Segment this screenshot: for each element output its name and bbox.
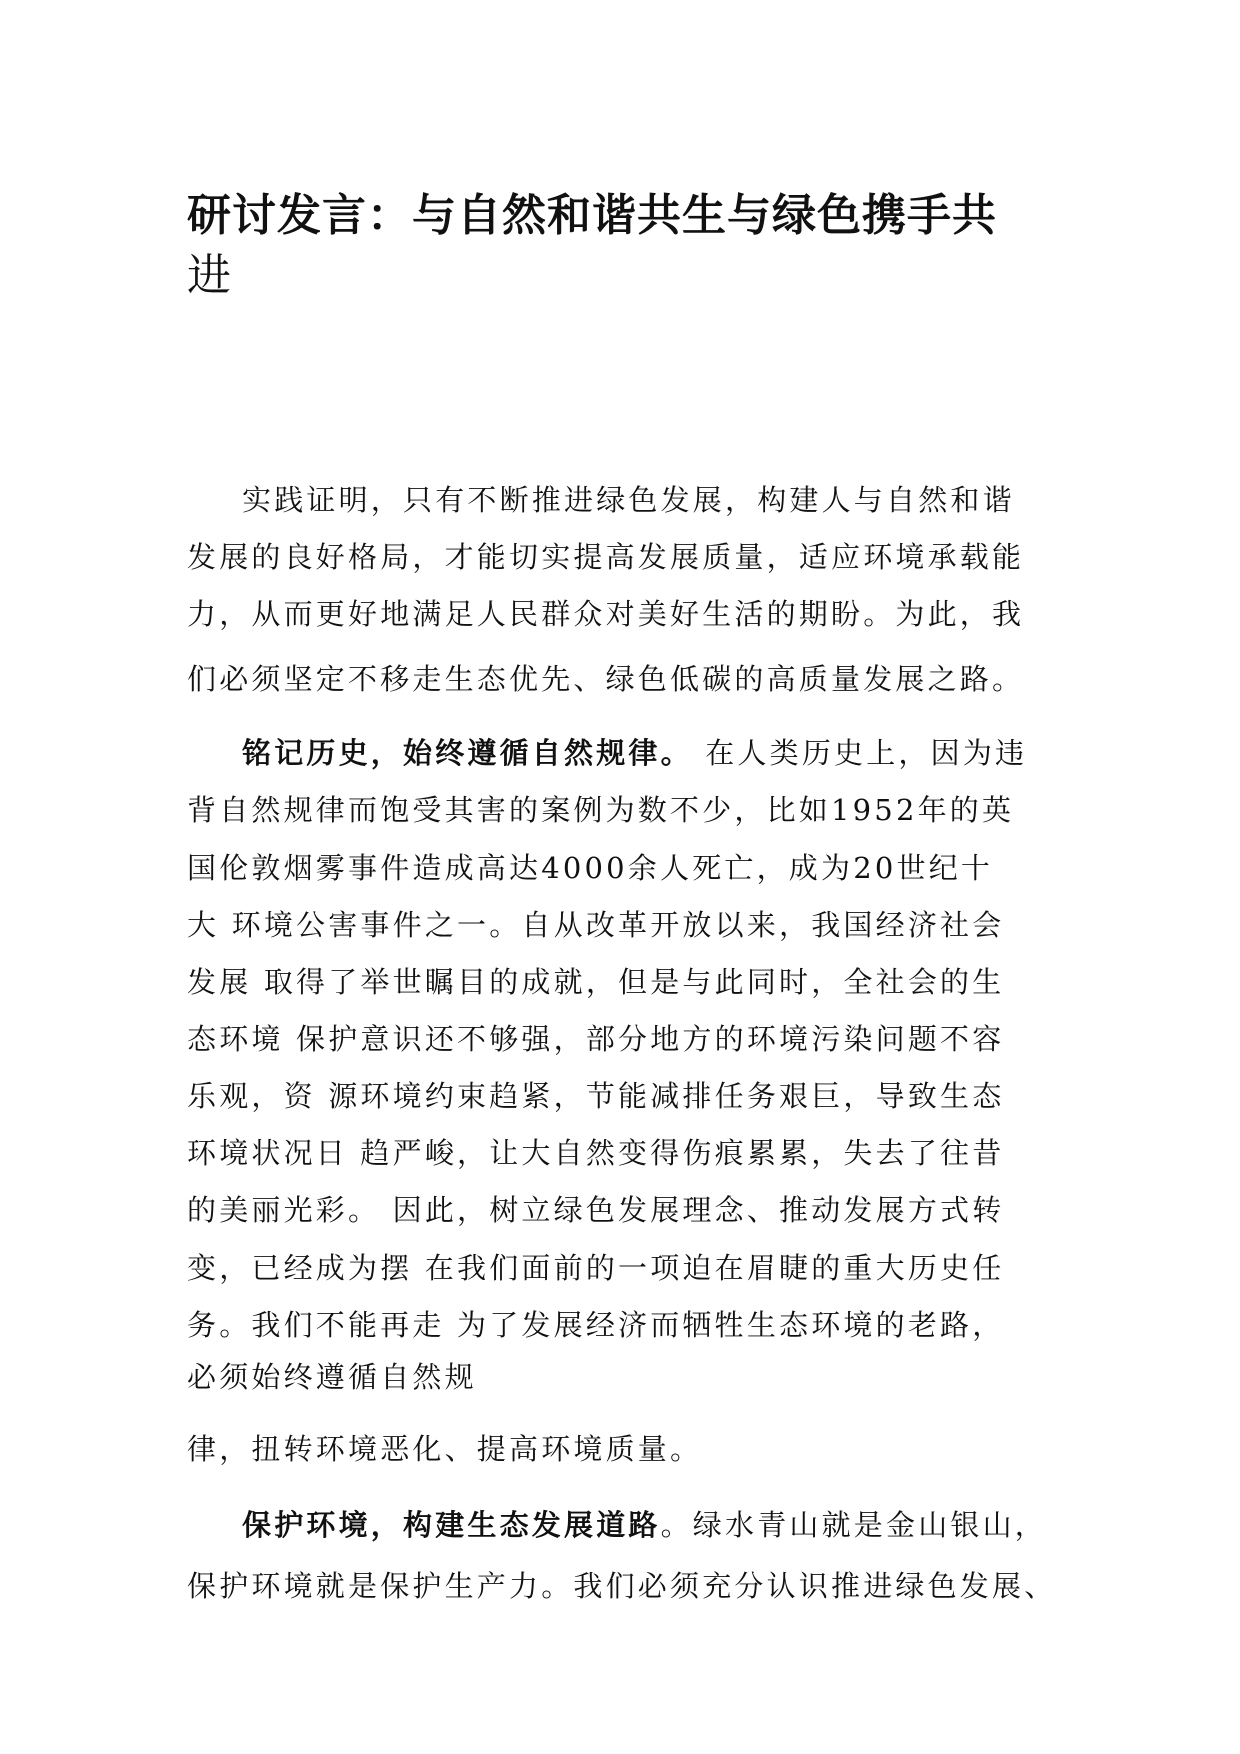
paragraph-2-heading: 铭记历史，始终遵循自然规律。 — [242, 736, 693, 770]
title-line-1: 研讨发言：与自然和谐共生与绿色携手共 — [187, 190, 997, 241]
paragraph-2-line-11: 务。我们不能再走 为了发展经济而牺牲生态环境的老路， — [187, 1308, 1005, 1342]
paragraph-2-line-6: 态环境 保护意识还不够强，部分地方的环境污染问题不容 — [187, 1022, 1005, 1056]
document-title — [187, 186, 1067, 306]
paragraph-1-line-1: 实践证明，只有不断推进绿色发展，构建人与自然和谐 — [242, 483, 1015, 517]
paragraph-1-line-3: 力，从而更好地满足人民群众对美好生活的期盼。为此，我 — [187, 597, 1025, 631]
paragraph-3-line-1 — [242, 1505, 1047, 1545]
paragraph-3-heading: 保护环境，构建生态发展道路 — [242, 1508, 661, 1542]
paragraph-1-line-4: 们必须坚定不移走生态优先、绿色低碳的高质量发展之路。 — [187, 662, 1025, 696]
title-line-2: 进 — [187, 250, 232, 301]
paragraph-2-line-4: 大 环境公害事件之一。自从改革开放以来，我国经济社会 — [187, 908, 1005, 942]
paragraph-2-line-13: 律，扭转环境恶化、提高环境质量。 — [187, 1432, 703, 1466]
paragraph-2-line-2: 背自然规律而饱受其害的案例为数不少，比如1952年的英 — [187, 793, 1015, 827]
paragraph-2-line-8: 环境状况日 趋严峻，让大自然变得伤痕累累，失去了往昔 — [187, 1136, 1005, 1170]
paragraph-2-line-3: 国伦敦烟雾事件造成高达4000余人死亡，成为20世纪十 — [187, 851, 994, 885]
paragraph-2-line-9: 的美丽光彩。 因此，树立绿色发展理念、推动发展方式转 — [187, 1193, 1005, 1227]
paragraph-2-first-text: 在人类历史上，因为违 — [692, 736, 1028, 770]
paragraph-1-line-2: 发展的良好格局，才能切实提高发展质量，适应环境承载能 — [187, 540, 1025, 574]
paragraph-2-line-5: 发展 取得了举世瞩目的成就，但是与此同时，全社会的生 — [187, 965, 1005, 999]
paragraph-2-line-1 — [242, 733, 1027, 773]
paragraph-3-line-2: 保护环境就是保护生产力。我们必须充分认识推进绿色发展、 — [187, 1569, 1057, 1603]
paragraph-3-first-text: 。绿水青山就是金山银山， — [660, 1508, 1048, 1542]
paragraph-2-line-10: 变，已经成为摆 在我们面前的一项迫在眉睫的重大历史任 — [187, 1251, 1005, 1285]
paragraph-2-line-12: 必须始终遵循自然规 — [187, 1360, 477, 1394]
paragraph-2-line-7: 乐观，资 源环境约束趋紧，节能减排任务艰巨，导致生态 — [187, 1079, 1005, 1113]
